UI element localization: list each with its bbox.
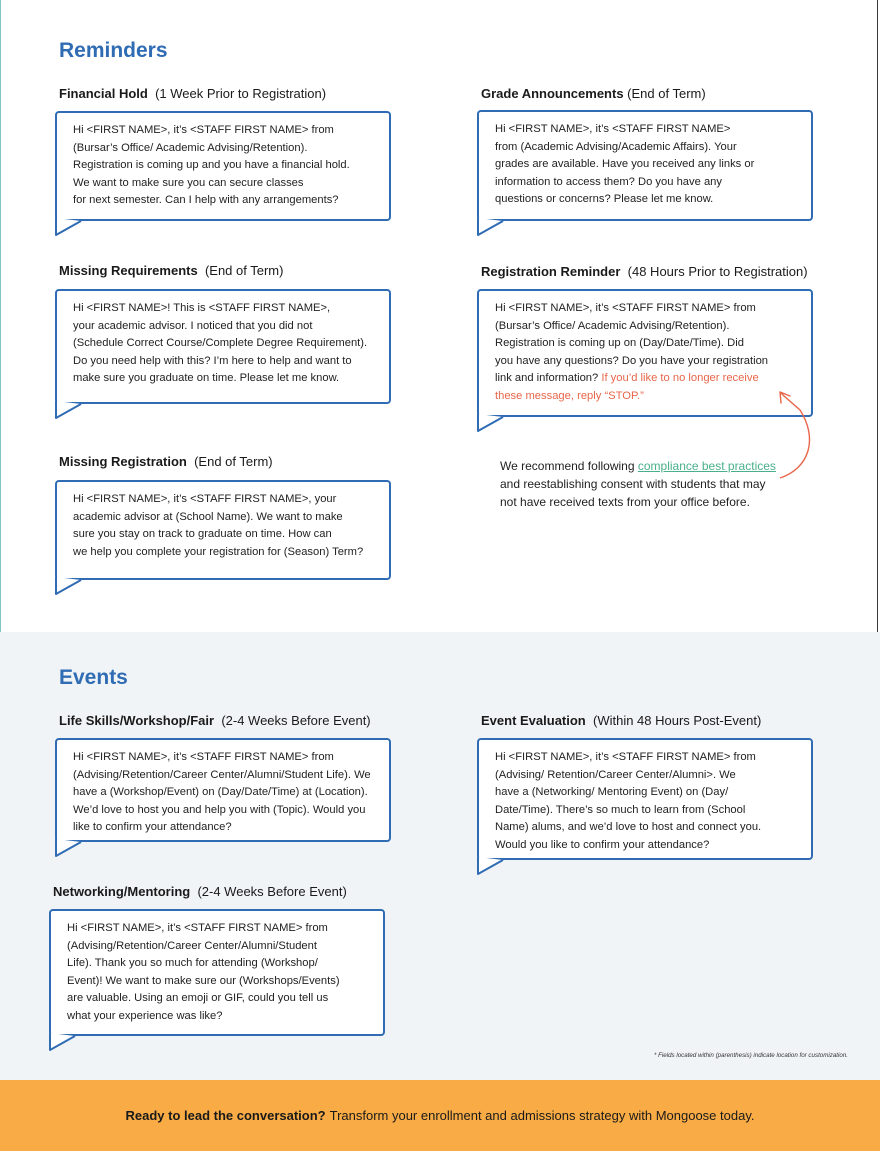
message-line: (Schedule Correct Course/Complete Degree Requirement). bbox=[73, 337, 368, 350]
message-line: Hi <FIRST NAME>, it’s <STAFF FIRST NAME> from bbox=[73, 751, 334, 763]
event-evaluation-message-bubble bbox=[477, 738, 813, 860]
message-line: what your experience was like? bbox=[67, 1009, 223, 1022]
life-skills-message-bubble bbox=[55, 738, 391, 842]
bubble-tail-icon bbox=[477, 218, 503, 234]
financial-hold-name: Financial Hold bbox=[59, 86, 148, 101]
missing-requirements-name: Missing Requirements bbox=[59, 263, 198, 278]
message-line: grades are available. Have you received any links or bbox=[495, 158, 755, 171]
message-line: Hi <FIRST NAME>, it’s <STAFF FIRST NAME> from bbox=[495, 751, 756, 763]
message-line: Date/Time). There’s so much to learn from (School bbox=[495, 803, 746, 816]
event-evaluation-name: Event Evaluation bbox=[481, 713, 586, 728]
message-line: like to confirm your attendance? bbox=[73, 821, 232, 834]
message-line: Name) alums, and we’d love to host and connect you. bbox=[495, 821, 762, 834]
message-line: Registration is coming up on (Day/Date/Time). Did bbox=[495, 337, 744, 350]
compliance-note-prefix: We recommend following bbox=[500, 459, 638, 473]
grade-announcements-timing: (End of Term) bbox=[627, 86, 706, 101]
life-skills-timing: (2-4 Weeks Before Event) bbox=[221, 713, 371, 728]
bubble-tail-icon bbox=[55, 218, 81, 234]
grade-announcements-name: Grade Announcements bbox=[481, 86, 624, 101]
missing-registration-heading bbox=[59, 454, 273, 469]
message-line: Registration is coming up and you have a financial hold. bbox=[73, 159, 350, 172]
message-line: Hi <FIRST NAME>! This is <STAFF FIRST NAME>, bbox=[73, 302, 331, 314]
grade-announcements-message-bubble bbox=[477, 110, 813, 221]
registration-reminder-message-bubble bbox=[477, 289, 813, 417]
bubble-tail-icon bbox=[55, 401, 81, 417]
registration-reminder-name: Registration Reminder bbox=[481, 264, 621, 279]
message-line: Life). Thank you so much for attending (Workshop/ bbox=[67, 957, 318, 970]
message-line: academic advisor at (School Name). We want to make bbox=[73, 510, 343, 523]
compliance-note-line: and reestablishing consent with students that may bbox=[500, 477, 766, 491]
message-text: link and information? bbox=[495, 372, 599, 385]
message-line: (Bursar’s Office/ Academic Advising/Retention). bbox=[495, 319, 730, 332]
event-evaluation-heading bbox=[481, 713, 761, 728]
footer-cta-text: Transform your enrollment and admissions strategy with Mongoose today. bbox=[329, 1108, 755, 1123]
message-line: sure you stay on track to graduate on time. How can bbox=[73, 528, 332, 541]
footer-cta-bar bbox=[0, 1080, 880, 1151]
message-line: (Advising/Retention/Career Center/Alumni/Student Life). We bbox=[73, 768, 371, 781]
message-line: Hi <FIRST NAME>, it’s <STAFF FIRST NAME> from bbox=[73, 124, 334, 136]
networking-mentoring-heading bbox=[53, 884, 347, 899]
message-line: (Advising/ Retention/Career Center/Alumni>. We bbox=[495, 768, 736, 781]
message-line: Event)! We want to make sure our (Workshops/Events) bbox=[67, 974, 340, 987]
events-section-title: Events bbox=[59, 666, 128, 689]
opt-out-notice: If you’d like to no longer receive bbox=[598, 372, 759, 385]
missing-requirements-heading bbox=[59, 263, 283, 278]
reminders-section-title: Reminders bbox=[59, 39, 168, 62]
event-evaluation-timing: (Within 48 Hours Post-Event) bbox=[592, 713, 762, 728]
compliance-note bbox=[500, 457, 776, 511]
financial-hold-heading bbox=[59, 86, 326, 101]
curved-arrow-icon bbox=[770, 388, 820, 488]
message-line: information to access them? Do you have any bbox=[495, 175, 722, 188]
life-skills-heading bbox=[59, 713, 371, 728]
message-line: Hi <FIRST NAME>, it’s <STAFF FIRST NAME> from bbox=[67, 922, 328, 934]
message-line: questions or concerns? Please let me know. bbox=[495, 193, 714, 206]
footer-cta-bold: Ready to lead the conversation? bbox=[125, 1108, 326, 1123]
bubble-tail-icon bbox=[49, 1033, 75, 1049]
message-line: from (Academic Advising/Academic Affairs). Your bbox=[495, 140, 737, 153]
message-line: We want to make sure you can secure classes bbox=[73, 176, 304, 189]
financial-hold-timing: (1 Week Prior to Registration) bbox=[155, 86, 327, 101]
message-line bbox=[495, 370, 797, 388]
financial-hold-message-bubble bbox=[55, 111, 391, 221]
customization-footnote: * Fields located within (parenthesis) indicate location for customization. bbox=[654, 1052, 848, 1059]
compliance-best-practices-link[interactable]: compliance best practices bbox=[637, 459, 776, 473]
message-line: have a (Networking/ Mentoring Event) on (Day/ bbox=[495, 786, 729, 799]
message-line: Hi <FIRST NAME>, it’s <STAFF FIRST NAME>, your bbox=[73, 493, 337, 505]
bubble-tail-icon bbox=[55, 577, 81, 593]
networking-mentoring-name: Networking/Mentoring bbox=[53, 884, 191, 899]
missing-registration-timing: (End of Term) bbox=[194, 454, 273, 469]
bubble-tail-icon bbox=[477, 857, 503, 873]
life-skills-name: Life Skills/Workshop/Fair bbox=[59, 713, 215, 728]
missing-registration-message-bubble bbox=[55, 480, 391, 580]
message-line: Would you like to confirm your attendance? bbox=[495, 838, 710, 851]
missing-registration-name: Missing Registration bbox=[59, 454, 187, 469]
message-line: We’d love to host you and help you with (Topic). Would you bbox=[73, 803, 366, 816]
registration-reminder-timing: (48 Hours Prior to Registration) bbox=[627, 264, 808, 279]
bubble-tail-icon bbox=[477, 414, 503, 430]
message-line: are valuable. Using an emoji or GIF, could you tell us bbox=[67, 992, 329, 1005]
message-line: Hi <FIRST NAME>, it’s <STAFF FIRST NAME> from bbox=[495, 302, 756, 314]
missing-requirements-timing: (End of Term) bbox=[204, 263, 284, 278]
message-line: have a (Workshop/Event) on (Day/Date/Time) at (Location). bbox=[73, 786, 368, 799]
networking-mentoring-message-bubble bbox=[49, 909, 385, 1036]
message-line: make sure you graduate on time. Please let me know. bbox=[73, 372, 340, 385]
message-line: your academic advisor. I noticed that you did not bbox=[73, 319, 313, 332]
compliance-note-line: not have received texts from your office before. bbox=[500, 495, 750, 509]
message-line: for next semester. Can I help with any arrangements? bbox=[73, 194, 339, 207]
grade-announcements-heading bbox=[481, 86, 706, 101]
message-line: Do you need help with this? I’m here to help and want to bbox=[73, 354, 352, 367]
opt-out-notice: these message, reply “STOP.” bbox=[495, 389, 644, 402]
networking-mentoring-timing: (2-4 Weeks Before Event) bbox=[197, 884, 347, 899]
missing-requirements-message-bubble bbox=[55, 289, 391, 404]
message-line: Hi <FIRST NAME>, it’s <STAFF FIRST NAME> bbox=[495, 123, 731, 135]
message-line: you have any questions? Do you have your registration bbox=[495, 354, 769, 367]
bubble-tail-icon bbox=[55, 839, 81, 855]
registration-reminder-heading bbox=[481, 264, 808, 279]
message-line: we help you complete your registration for (Season) Term? bbox=[73, 545, 364, 558]
message-line: (Bursar’s Office/ Academic Advising/Retention). bbox=[73, 141, 308, 154]
message-line: (Advising/Retention/Career Center/Alumni/Student bbox=[67, 939, 317, 952]
